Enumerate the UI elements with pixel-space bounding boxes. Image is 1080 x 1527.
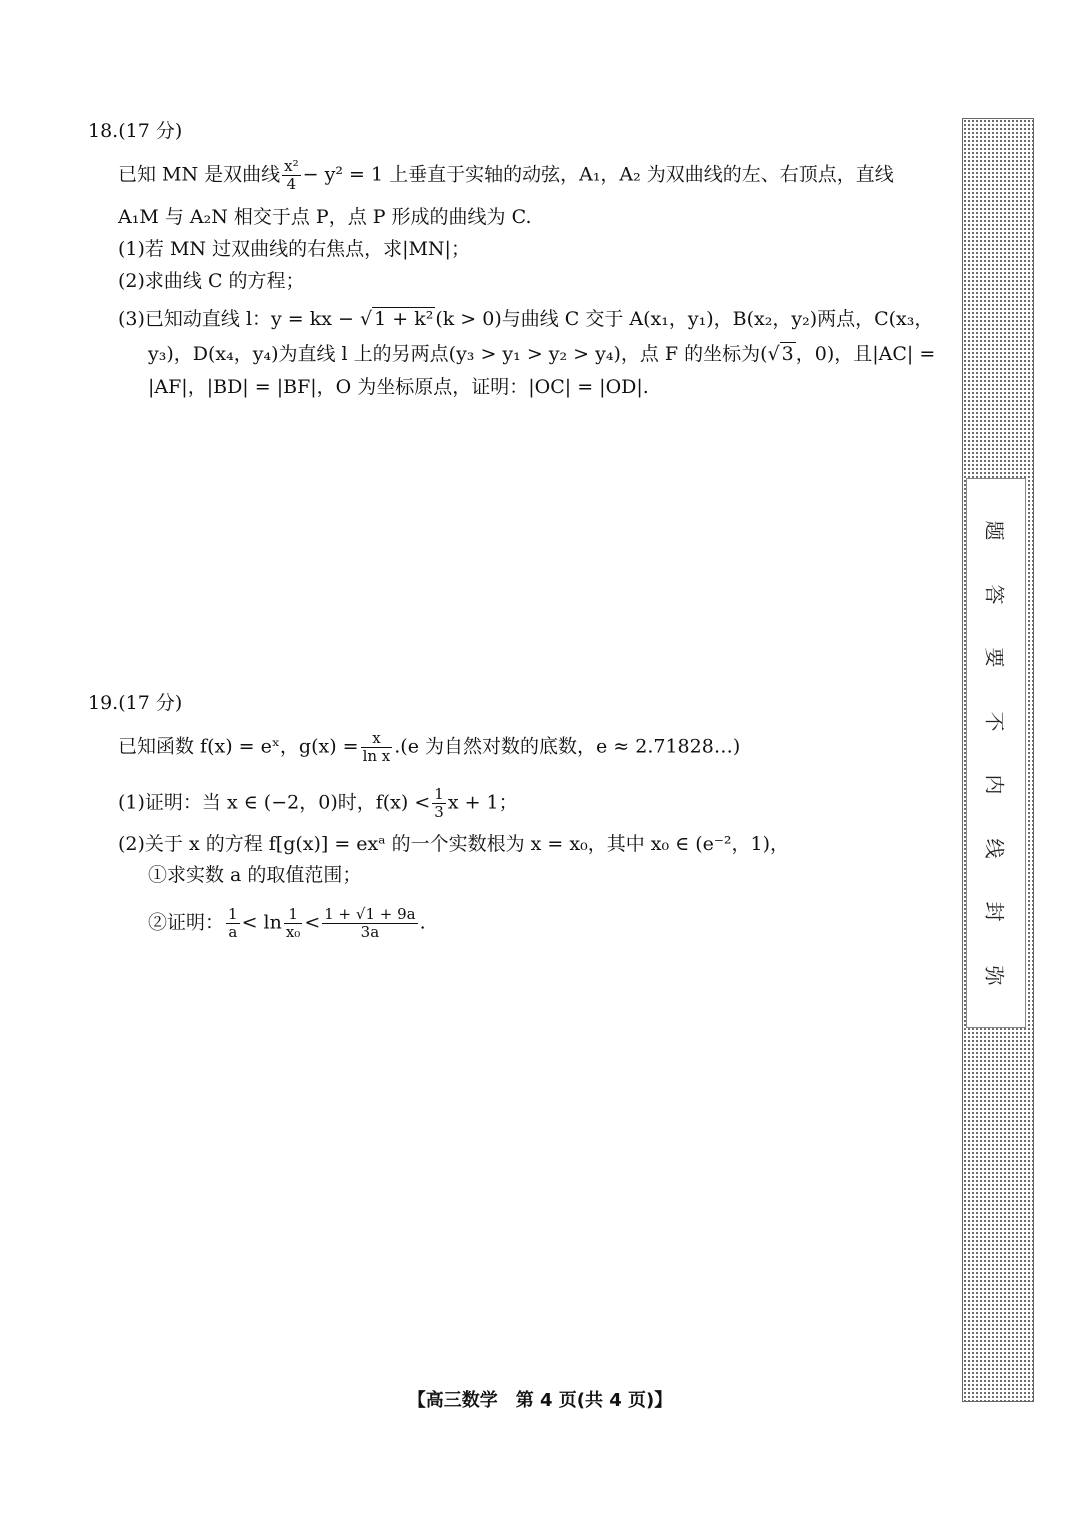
q19-p2ii-c: < [304,911,321,934]
q19-part1 [118,786,518,821]
seal-char: 题 [982,520,1007,541]
q19-p1-b: x + 1； [447,791,518,814]
q19-p2ii-f3-den: 3a [360,923,380,941]
seal-char: 弥 [982,965,1007,986]
q19-p2ii-f3-num: 1 + √1 + 9a [324,905,416,923]
q18-p3-c-end: ，0)，且|AC| = [795,343,936,365]
seal-char: 不 [982,711,1007,732]
q19-frac [361,730,393,765]
q19-p2ii-frac2 [284,906,302,941]
sqrt-icon: √ [767,343,780,365]
q18-stem-a: 已知 MN 是双曲线 [118,163,281,186]
q19-p2ii-f1-num: 1 [228,905,238,923]
q19-p2ii-b: < ln [241,911,282,934]
q18-stem-b: − y² = 1 上垂直于实轴的动弦，A₁，A₂ 为双曲线的左、右顶点，直线 [302,163,894,186]
q19-p1-frac [432,786,446,821]
q18-part3-line2 [148,341,935,367]
q18-p3-c: y₃)，D(x₄，y₄)为直线 l 上的另两点(y₃ > y₁ > y₂ > y₄)，点 F 的坐标为( [148,343,768,365]
q19-part2-i: ①求实数 a 的取值范围； [148,864,362,886]
q18-stem-line1 [118,158,894,193]
q19-p2ii-f1-den: a [228,923,238,941]
q19-p2ii-a: ②证明： [148,911,225,934]
seal-char: 答 [982,584,1007,605]
q19-stem [118,730,740,765]
q19-part2: (2)关于 x 的方程 f[g(x)] = exᵃ 的一个实数根为 x = x₀，其中 x₀ ∈ (e⁻²，1)， [118,833,790,855]
q19-p2ii-d: . [419,911,426,934]
q19-p2ii-f2-den: x₀ [285,923,301,941]
q19-p1-frac-num: 1 [434,785,444,803]
q18-frac-num: x² [284,157,299,175]
seal-char: 线 [982,838,1007,859]
q18-stem-c: A₁M 与 A₂N 相交于点 P，点 P 形成的曲线为 C. [118,206,532,228]
q18-part2: (2)求曲线 C 的方程； [118,270,305,292]
q18-frac [282,158,300,193]
q19-stem-a: 已知函数 f(x) = eˣ，g(x) = [118,735,359,758]
q19-frac-den: ln x [362,747,391,765]
q19-p2ii-f2-num: 1 [284,906,302,924]
page-footer: 【高三数学 第 4 页(共 4 页)】 [407,1390,673,1411]
q18-p3-sqrt: 1 + k² [374,308,434,330]
q19-stem-b: .(e 为自然对数的底数，e ≈ 2.71828…) [394,735,741,758]
q18-p3-a: (3)已知动直线 l：y = kx − [118,308,354,330]
q18-part3-line1 [118,306,933,332]
q19-frac-num: x [361,730,393,748]
q19-p1-a: (1)证明：当 x ∈ (−2，0)时，f(x) < [118,791,431,814]
q18-part3-line3: |AF|，|BD| = |BF|，O 为坐标原点，证明：|OC| = |OD|. [148,376,649,398]
q19-part2-ii [148,906,426,941]
q18-p3-b: (k > 0)与曲线 C 交于 A(x₁，y₁)，B(x₂，y₂)两点，C(x₃， [435,308,934,330]
q19-p2ii-frac3 [322,906,417,941]
seal-char: 封 [982,901,1007,922]
q19-header: 19.(17 分) [88,692,183,714]
seal-char: 内 [982,774,1007,795]
q18-frac-den: 4 [286,175,297,193]
seal-notice [966,478,1026,1028]
q19-p2ii-frac1 [226,906,240,941]
q18-header: 18.(17 分) [88,120,183,142]
q18-part1: (1)若 MN 过双曲线的右焦点，求|MN|； [118,238,470,260]
seal-char: 要 [982,647,1007,668]
q19-p1-frac-den: 3 [434,803,444,821]
sqrt-icon: √ [360,308,373,330]
q18-p3-c-sqrt: 3 [781,343,794,365]
